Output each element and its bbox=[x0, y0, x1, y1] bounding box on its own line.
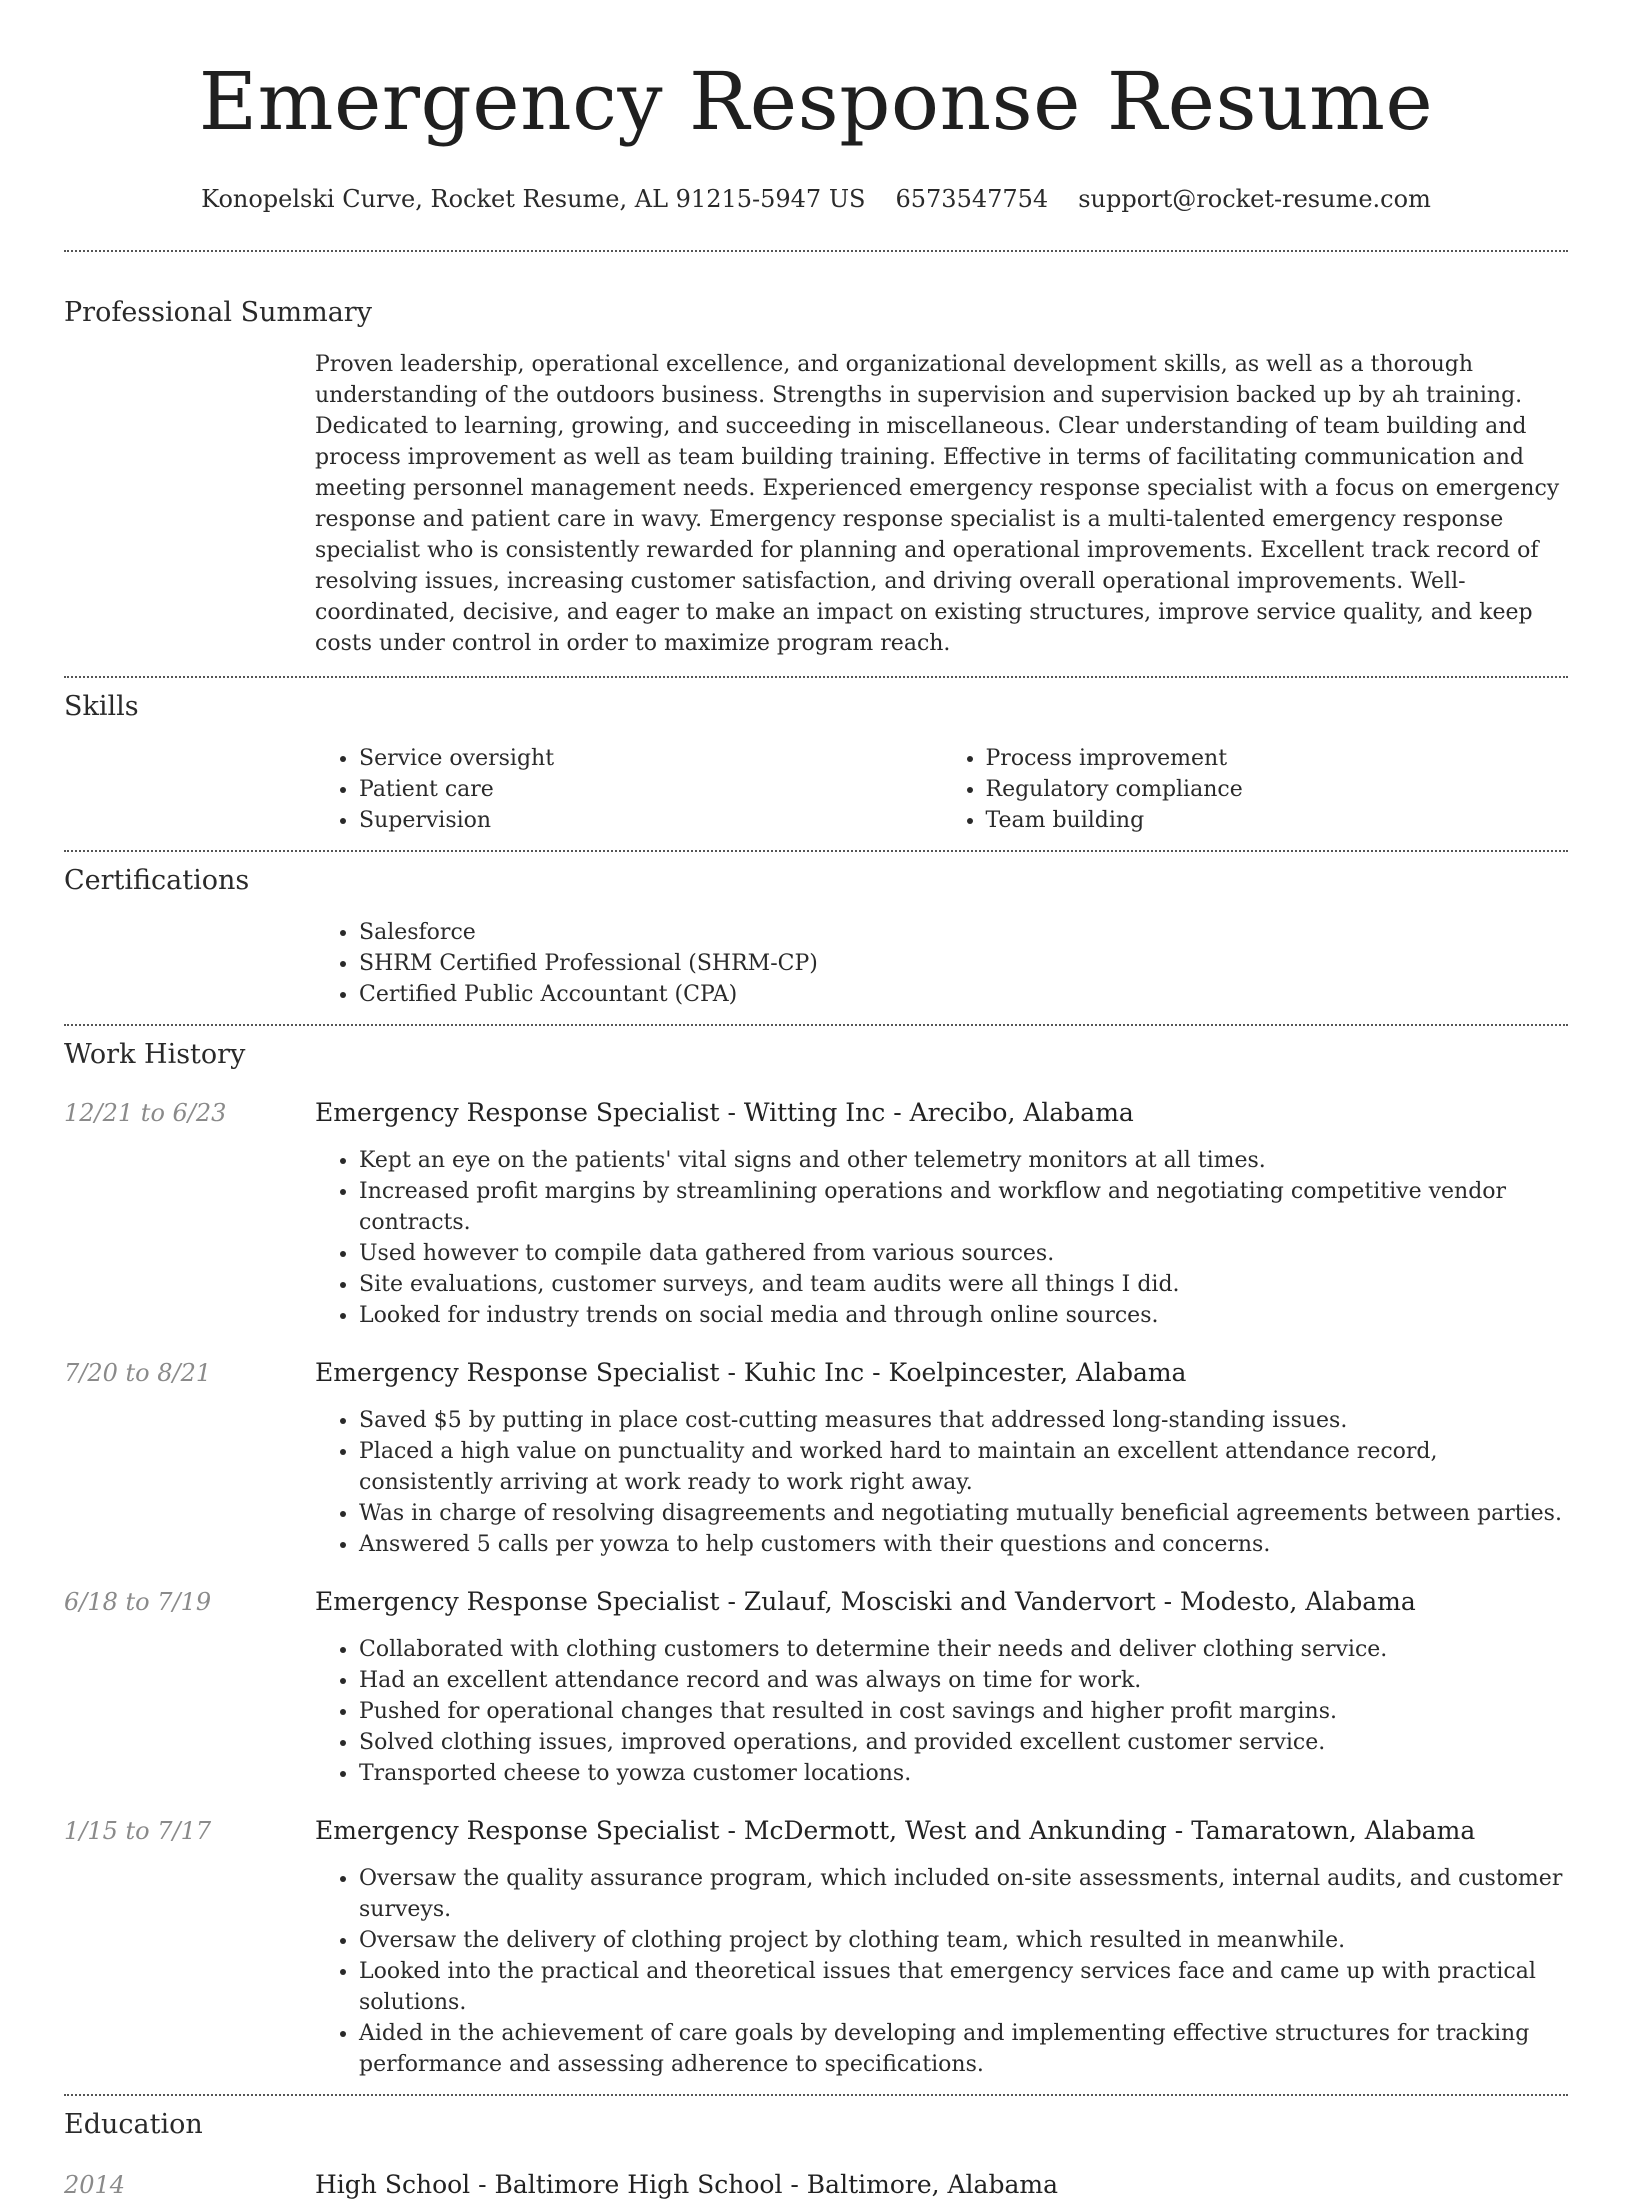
job-bullet: • Looked into the practical and theoretical issues that emergency services face and came up with practical solutions. bbox=[359, 1956, 1568, 2018]
certification-item: • SHRM Certified Professional (SHRM-CP) bbox=[359, 948, 1568, 979]
job-entry bbox=[64, 1585, 1568, 1789]
divider bbox=[64, 2094, 1568, 2096]
skills-list-left bbox=[315, 743, 942, 836]
certification-item: • Salesforce bbox=[359, 917, 1568, 948]
divider bbox=[64, 850, 1568, 852]
contact-email: support@rocket-resume.com bbox=[1078, 185, 1431, 213]
job-bullet: • Used however to compile data gathered from various sources. bbox=[359, 1238, 1568, 1269]
job-bullets bbox=[315, 1863, 1568, 2080]
job-dates: 12/21 to 6/23 bbox=[64, 1099, 227, 1127]
job-bullet: • Aided in the achievement of care goals by developing and implementing effective structures for tracking performance and assessing adherence to specifications. bbox=[359, 2018, 1568, 2080]
job-bullet: • Saved $5 by putting in place cost-cutting measures that addressed long-standing issues. bbox=[359, 1405, 1568, 1436]
job-bullet: • Kept an eye on the patients' vital signs and other telemetry monitors at all times. bbox=[359, 1145, 1568, 1176]
job-bullet: • Oversaw the quality assurance program, which included on-site assessments, internal audits, and customer surveys. bbox=[359, 1863, 1568, 1925]
job-entry bbox=[64, 1356, 1568, 1560]
job-entry bbox=[64, 1814, 1568, 2094]
education-entry bbox=[64, 2168, 1568, 2202]
job-bullets bbox=[315, 1634, 1568, 1789]
job-bullet: • Was in charge of resolving disagreements and negotiating mutually beneficial agreements between parties. bbox=[359, 1498, 1568, 1529]
certifications-section bbox=[64, 864, 1568, 1024]
job-bullet: • Looked for industry trends on social media and through online sources. bbox=[359, 1300, 1568, 1331]
professional-summary-section bbox=[64, 296, 1568, 676]
divider bbox=[64, 1024, 1568, 1026]
skill-item: • Service oversight bbox=[359, 743, 942, 774]
job-title: Emergency Response Specialist - Zulauf, Mosciski and Vandervort - Modesto, Alabama bbox=[315, 1587, 1416, 1616]
divider bbox=[64, 676, 1568, 678]
education-title: High School - Baltimore High School - Baltimore, Alabama bbox=[315, 2170, 1058, 2199]
job-dates: 7/20 to 8/21 bbox=[64, 1359, 212, 1387]
section-title-work: Work History bbox=[64, 1039, 246, 1070]
job-bullets bbox=[315, 1405, 1568, 1560]
section-title-summary: Professional Summary bbox=[64, 297, 372, 328]
section-title-skills: Skills bbox=[64, 691, 139, 722]
job-body bbox=[315, 1356, 1568, 1560]
skill-item: • Regulatory compliance bbox=[986, 774, 1569, 805]
job-bullets bbox=[315, 1145, 1568, 1331]
job-entry bbox=[64, 1096, 1568, 1331]
work-history-section bbox=[64, 1038, 1568, 2094]
section-title-education: Education bbox=[64, 2109, 203, 2140]
skills-section bbox=[64, 690, 1568, 850]
section-title-certifications: Certifications bbox=[64, 865, 250, 896]
job-body bbox=[315, 1585, 1568, 1789]
skill-item: • Team building bbox=[986, 805, 1569, 836]
skills-grid bbox=[315, 743, 1568, 850]
job-bullet: • Site evaluations, customer surveys, and team audits were all things I did. bbox=[359, 1269, 1568, 1300]
skill-item: • Supervision bbox=[359, 805, 942, 836]
skill-item: • Process improvement bbox=[986, 743, 1569, 774]
job-bullet: • Solved clothing issues, improved operations, and provided excellent customer service. bbox=[359, 1727, 1568, 1758]
job-title: Emergency Response Specialist - McDermott, West and Ankunding - Tamaratown, Alabama bbox=[315, 1816, 1476, 1845]
job-dates: 1/15 to 7/17 bbox=[64, 1817, 212, 1845]
job-bullet: • Placed a high value on punctuality and worked hard to maintain an excellent attendance record, consistently arriving at work ready to work right away. bbox=[359, 1436, 1568, 1498]
job-bullet: • Answered 5 calls per yowza to help customers with their questions and concerns. bbox=[359, 1529, 1568, 1560]
job-title: Emergency Response Specialist - Kuhic Inc - Koelpincester, Alabama bbox=[315, 1358, 1187, 1387]
job-body bbox=[315, 1814, 1568, 2080]
contact-phone: 6573547754 bbox=[895, 185, 1049, 213]
certifications-content bbox=[315, 917, 1568, 1024]
skills-list-right bbox=[942, 743, 1569, 836]
summary-text: Proven leadership, operational excellence, and organizational development skills, as well as a thorough understanding of the outdoors business. Strengths in supervision and supervision backed up by ah training. Dedicated to learning, growing, and succeeding in miscellaneous. Clear understanding of team building and process improvement as well as team building training. Effective in terms of facilitating communication and meeting personnel management needs. Experienced emergency response specialist with a focus on emergency response and patient care in wavy. Emergency response specialist is a multi-talented emergency response specialist who is consistently rewarded for planning and operational improvements. Excellent track record of resolving issues, increasing customer satisfaction, and driving overall operational improvements. Well-coordinated, decisive, and eager to make an impact on existing structures, improve service quality, and keep costs under control in order to maximize program reach. bbox=[315, 352, 1560, 656]
job-dates: 6/18 to 7/19 bbox=[64, 1588, 212, 1616]
job-title: Emergency Response Specialist - Witting Inc - Arecibo, Alabama bbox=[315, 1098, 1134, 1127]
job-bullet: • Had an excellent attendance record and was always on time for work. bbox=[359, 1665, 1568, 1696]
job-bullet: • Collaborated with clothing customers to determine their needs and deliver clothing service. bbox=[359, 1634, 1568, 1665]
education-year: 2014 bbox=[64, 2171, 126, 2199]
contact-line bbox=[64, 182, 1568, 216]
skill-item: • Patient care bbox=[359, 774, 942, 805]
resume-title: Emergency Response Resume bbox=[198, 55, 1434, 148]
education-section bbox=[64, 2108, 1568, 2202]
job-bullet: • Oversaw the delivery of clothing project by clothing team, which resulted in meanwhile. bbox=[359, 1925, 1568, 1956]
certification-item: • Certified Public Accountant (CPA) bbox=[359, 979, 1568, 1010]
job-body bbox=[315, 1096, 1568, 1331]
job-bullet: • Increased profit margins by streamlining operations and workflow and negotiating competitive vendor contracts. bbox=[359, 1176, 1568, 1238]
contact-address: Konopelski Curve, Rocket Resume, AL 91215-5947 US bbox=[201, 185, 866, 213]
job-bullet: • Transported cheese to yowza customer locations. bbox=[359, 1758, 1568, 1789]
divider bbox=[64, 250, 1568, 252]
job-bullet: • Pushed for operational changes that resulted in cost savings and higher profit margins. bbox=[359, 1696, 1568, 1727]
certifications-list bbox=[315, 917, 1568, 1010]
